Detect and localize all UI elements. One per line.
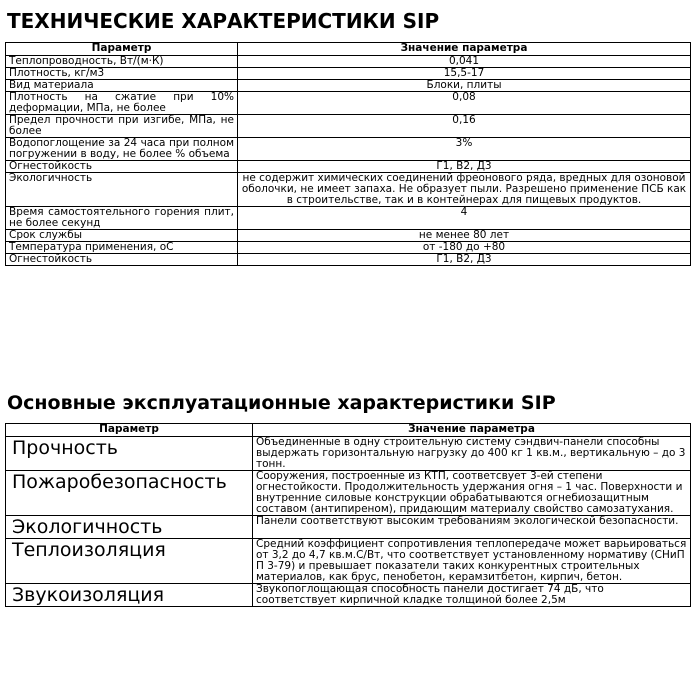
page-title: ТЕХНИЧЕСКИЕ ХАРАКТЕРИСТИКИ SIP [7,9,440,33]
technical-specs-table [5,42,691,266]
value-cell: 0,041 [238,56,691,68]
value-cell: 4 [238,207,691,230]
value-cell: 15,5-17 [238,68,691,80]
table-row [6,254,691,266]
value-cell: 0,08 [238,92,691,115]
table-row [6,92,691,115]
operational-specs-table [5,423,691,607]
value-cell: не содержит химических соединений фреонового ряда, вредных для озоновой оболочки, не имеет запаха. Не образует пыли. Разрешено применение ПСБ как в строительстве, так и в контейнерах для пищевых продуктов. [238,173,691,207]
param-cell: Вид материала [6,80,238,92]
table-header-row [6,424,691,437]
table-row [6,242,691,254]
table-row [6,138,691,161]
param-cell: Срок службы [6,230,238,242]
value-cell: Объединенные в одну строительную систему сэндвич-панели способны выдержать горизонтальную нагрузку до 400 кг 1 кв.м., вертикальную – до 3 тонн. [253,437,691,471]
value-cell: от -180 до +80 [238,242,691,254]
table-row [6,161,691,173]
value-cell: Средний коэффициент сопротивления теплопередаче может варьироваться от 3,2 до 4,7 кв.м.С/Вт, что соответствует установленному нормативу (СНиП П 3-79) и превышает показатели таких конкурентных строительных материалов, как брус, пенобетон, керамзитбетон, кирпич, бетон. [253,539,691,584]
table-row [6,584,691,607]
column-header-value: Значение параметра [238,43,691,56]
table-row [6,539,691,584]
table-header-row [6,43,691,56]
value-cell: Звукопоглощающая способность панели достигает 74 дБ, что соответствует кирпичной кладке толщиной более 2,5м [253,584,691,607]
param-cell: Водопоглощение за 24 часа при полном погружении в воду, не более % объема [6,138,238,161]
table-row [6,471,691,516]
param-cell: Пожаробезопасность [6,471,253,516]
section-title: Основные эксплуатационные характеристики SIP [7,392,556,414]
table-row [6,115,691,138]
param-cell: Время самостоятельного горения плит, не более секунд [6,207,238,230]
table-row [6,80,691,92]
param-cell: Экологичность [6,516,253,539]
column-header-parameter: Параметр [6,43,238,56]
value-cell: 0,16 [238,115,691,138]
param-cell: Огнестойкость [6,254,238,266]
value-cell: 3% [238,138,691,161]
value-cell: Блоки, плиты [238,80,691,92]
param-cell: Звукоизоляция [6,584,253,607]
param-cell: Теплопроводность, Вт/(м·К) [6,56,238,68]
table-row [6,68,691,80]
param-cell: Огнестойкость [6,161,238,173]
table-row [6,230,691,242]
param-cell: Экологичность [6,173,238,207]
param-cell: Температура применения, оС [6,242,238,254]
value-cell: Сооружения, построенные из КТП, соответсвует 3-ей степени огнестойкости. Продолжительность удержания огня – 1 час. Поверхности и внутренние силовые конструкции обрабатываются огнебиозащитным составом (антипиреном), придающим материалу свойство самозатухания. [253,471,691,516]
value-cell: Г1, В2, Д3 [238,161,691,173]
param-cell: Прочность [6,437,253,471]
param-cell: Теплоизоляция [6,539,253,584]
table-row [6,437,691,471]
param-cell: Плотность, кг/м3 [6,68,238,80]
column-header-parameter: Параметр [6,424,253,437]
value-cell: Панели соответствуют высоким требованиям экологической безопасности. [253,516,691,539]
table-row [6,56,691,68]
param-cell: Предел прочности при изгибе, МПа, не более [6,115,238,138]
table-row [6,173,691,207]
table-row [6,207,691,230]
value-cell: Г1, В2, Д3 [238,254,691,266]
param-cell: Плотность на сжатие при 10% деформации, МПа, не более [6,92,238,115]
value-cell: не менее 80 лет [238,230,691,242]
table-row [6,516,691,539]
column-header-value: Значение параметра [253,424,691,437]
